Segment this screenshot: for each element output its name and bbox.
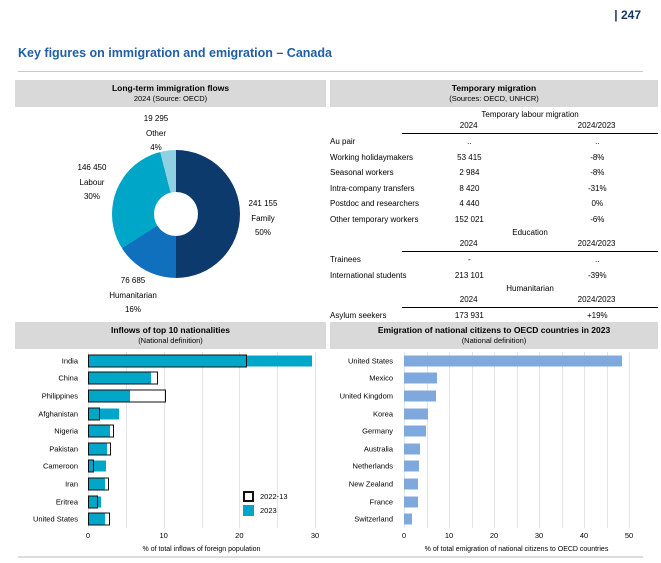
page-title: Key figures on immigration and emigration – Canada [18,46,332,60]
row-label: Intra-company transfers [330,183,415,193]
category-label: Cameroon [42,461,78,471]
row-value-change: -8% [590,152,605,162]
donut-label-other [123,112,189,156]
category-label: India [61,356,78,366]
bar-2023 [404,443,420,454]
category-label: China [58,373,78,383]
bar-2023 [404,461,419,472]
panel-header-emigration [330,322,658,349]
panel-header-temporary-migration [330,80,658,107]
chart-legend [243,491,288,519]
bar-2023 [404,373,437,384]
temporary-migration-table [330,109,658,322]
panel-title: Emigration of national citizens to OECD countries in 2023 [377,325,611,335]
category-label: United States [32,514,78,524]
table-column-headers [402,239,658,252]
row-value-2024: 2 984 [459,168,480,177]
table-row [330,196,658,212]
table-column-headers [402,121,658,134]
row-value-2024: - [468,255,471,264]
row-label: Other temporary workers [330,214,419,224]
panel-subtitle: (National definition) [138,336,203,345]
bar-2022-13 [88,513,110,526]
row-label: Working holidaymakers [330,152,413,162]
segment-value: 146 450 [77,163,107,172]
category-label: Afghanistan [38,409,78,419]
column-header-change: 2024/2023 [577,295,616,304]
bar-2023 [404,496,418,507]
page-number: | 247 [614,8,641,22]
category-label: Korea [372,409,393,419]
column-header-change: 2024/2023 [577,239,616,248]
gridline [164,352,165,528]
table-column-headers [402,295,658,308]
segment-name: Humanitarian [109,290,157,300]
row-value-change: 0% [591,199,604,208]
segment-name: Family [251,213,275,223]
x-tick: 50 [624,531,634,540]
row-value-change: .. [595,137,600,146]
bar-2023 [404,355,622,366]
legend-swatch-2023 [243,505,254,516]
row-label: Trainees [330,255,361,264]
bar-2022-13 [88,407,100,420]
legend-label: 2023 [260,506,277,515]
x-axis-label: % of total inflows of foreign population [142,546,261,553]
row-value-change: .. [595,255,600,264]
category-labels [15,352,83,528]
table-row [330,181,658,197]
category-label: Switzerland [354,514,393,524]
x-tick: 10 [159,531,168,540]
legend-swatch-2022-13 [243,491,254,502]
table-row [330,268,658,284]
panel-subtitle: (Sources: OECD, UNHCR) [449,94,539,103]
legend-item [243,505,288,516]
gridline [539,352,540,528]
row-label: Seasonal workers [330,168,394,177]
panel-header-inflows [15,322,326,349]
gridline [584,352,585,528]
row-value-2024: 53 415 [457,152,482,162]
category-label: Iran [65,479,78,489]
row-value-2024: .. [467,137,472,146]
bar-2022-13 [88,425,114,438]
category-label: Netherlands [352,461,393,471]
table-row [330,134,658,150]
panel-title: Inflows of top 10 nationalities [110,325,230,335]
category-label: Germany [362,426,393,436]
row-value-2024: 213 101 [454,270,484,280]
category-label: New Zealand [348,479,393,489]
legend-label: 2022-13 [260,492,288,501]
x-tick: 20 [489,531,499,540]
x-tick: 30 [310,531,320,540]
row-label: International students [330,270,407,280]
category-label: Nigeria [54,426,78,436]
category-label: Philippines [41,391,78,401]
gridline [562,352,563,528]
gridline [449,352,450,528]
table-section-title: Temporary labour migration [481,110,579,119]
panel-title: Long-term immigration flows [111,83,230,93]
table-row [330,150,658,166]
x-tick: 0 [401,531,407,540]
segment-value: 76 685 [120,276,146,285]
category-label: United Kingdom [339,391,393,401]
row-value-change: -39% [587,270,607,280]
segment-name: Other [145,128,166,138]
segment-value: 241 155 [248,199,278,208]
row-value-change: -8% [590,168,605,177]
column-header-2024: 2024 [459,295,478,304]
bar-2022-13 [88,390,166,403]
panel-subtitle: 2024 (Source: OECD) [133,94,208,103]
x-tick: 10 [444,531,454,540]
x-tick: 30 [534,531,544,540]
longterm-flows-donut-panel [15,107,326,322]
gridline [607,352,608,528]
bar-2022-13 [88,495,98,508]
gridline [202,352,203,528]
bar-2023 [404,514,412,525]
category-label: Pakistan [49,444,78,454]
table-row [330,212,658,228]
column-header-2024: 2024 [459,239,478,248]
bar-2022-13 [88,478,109,491]
gridline [517,352,518,528]
segment-percent: 4% [150,143,162,152]
table-row [330,165,658,181]
x-axis [401,531,634,541]
legend-item [243,491,288,502]
bar-2022-13 [88,442,111,455]
donut-hole [154,192,198,236]
x-tick: 40 [579,531,589,540]
row-label: Postdoc and researchers [330,199,419,208]
row-value-2024: 8 420 [459,183,480,193]
row-value-2024: 173 931 [454,311,484,320]
gridline [239,352,240,528]
segment-name: Labour [79,177,105,187]
row-value-2024: 4 440 [459,199,480,208]
inflows-bar-chart [15,350,326,556]
bar-2022-13 [88,354,247,367]
panel-header-longterm-flows [15,80,326,107]
column-header-2024: 2024 [459,121,478,130]
category-label: France [369,497,393,507]
bar-2023 [404,479,418,490]
x-tick: 0 [85,531,91,540]
row-value-change: +19% [586,311,608,320]
bar-2023 [404,426,426,437]
table-section-title: Humanitarian [506,284,554,293]
x-axis [85,531,320,541]
column-header-change: 2024/2023 [577,121,616,130]
donut-label-family [227,197,299,241]
plot-area [404,352,629,528]
gridline [494,352,495,528]
bar-2022-13 [88,372,158,385]
gridline [315,352,316,528]
panel-title: Temporary migration [451,83,537,93]
category-labels [330,352,398,528]
gridline [472,352,473,528]
table-section-title: Education [512,228,548,237]
donut-label-humanitarian [90,274,176,318]
footer-divider [18,556,643,558]
panel-subtitle: (National definition) [461,336,527,345]
row-value-change: -31% [587,183,607,193]
row-value-change: -6% [590,214,605,224]
donut-label-labour [59,161,125,205]
bar-2022-13 [88,460,94,473]
category-label: Mexico [369,373,393,383]
segment-percent: 30% [83,192,100,201]
gridline [629,352,630,528]
segment-value: 19 295 [143,114,169,123]
table-row [330,252,658,268]
category-label: Australia [363,444,393,454]
x-axis-label: % of total emigration of national citizens to OECD countries [424,546,609,553]
x-tick: 20 [235,531,244,540]
segment-percent: 16% [124,305,141,314]
title-divider [18,71,643,72]
category-label: Eritrea [55,497,78,507]
bar-2023 [404,408,428,419]
row-value-2024: 152 021 [454,214,484,224]
row-label: Asylum seekers [330,311,387,320]
segment-percent: 50% [254,228,271,237]
row-label: Au pair [330,137,356,146]
category-label: United States [347,356,393,366]
bar-2023 [404,391,436,402]
emigration-bar-chart [330,350,658,556]
